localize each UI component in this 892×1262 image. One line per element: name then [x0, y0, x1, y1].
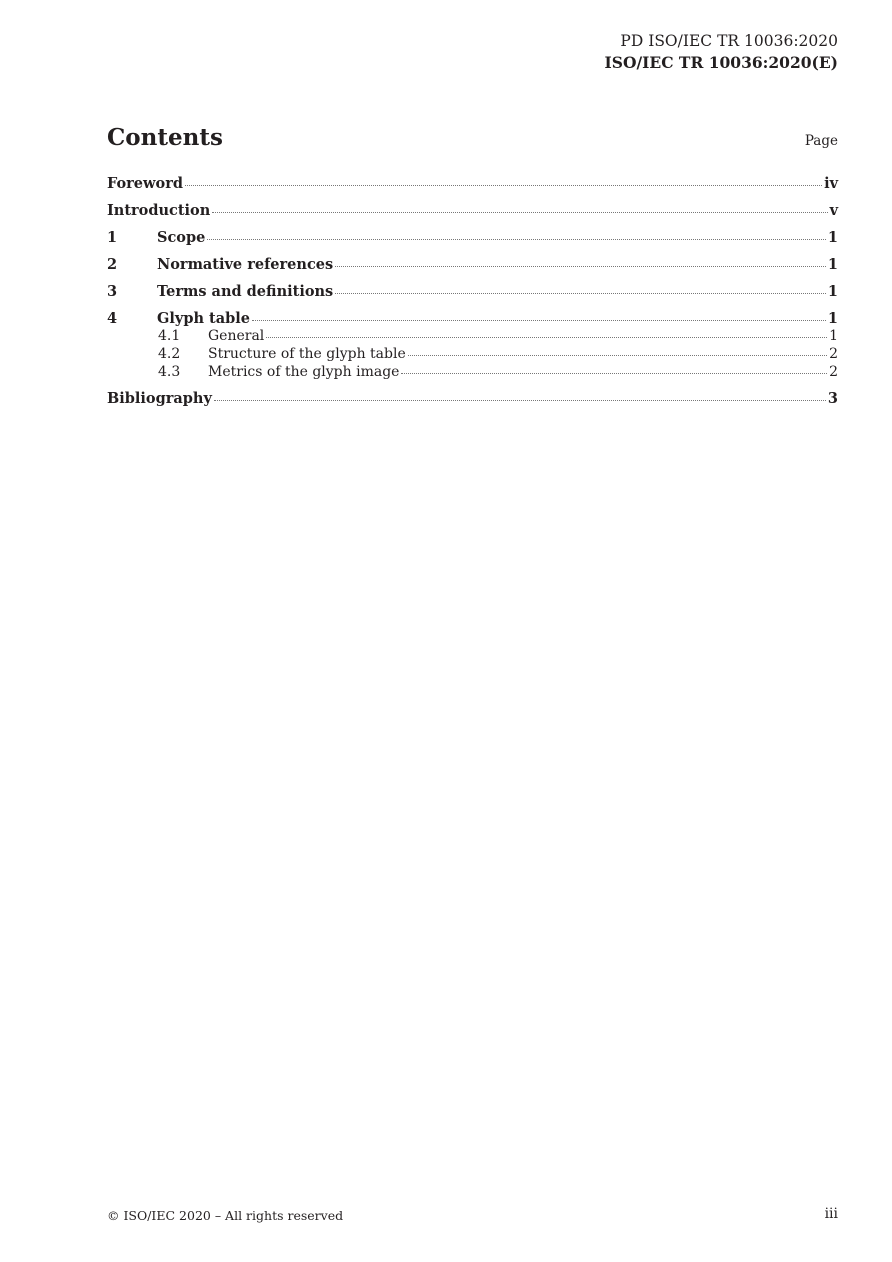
document-header: [605, 30, 838, 74]
toc-page-number: v: [829, 202, 838, 219]
contents-title-row: [107, 124, 838, 156]
toc-entry-normative-references[interactable]: [107, 255, 838, 275]
toc-number: 3: [107, 283, 118, 300]
toc-entry-scope[interactable]: [107, 228, 838, 248]
dot-leader: [207, 238, 826, 240]
toc-number: 4: [107, 310, 118, 327]
page-column-label: Page: [804, 133, 838, 149]
toc-number: 2: [107, 256, 118, 273]
header-pd-reference: PD ISO/IEC TR 10036:2020: [620, 32, 838, 50]
dot-leader: [335, 265, 826, 267]
toc-entry-glyph-table[interactable]: [107, 309, 838, 329]
toc-page-number: 2: [829, 364, 838, 380]
toc-number: 4.2: [158, 346, 181, 362]
toc-label: Terms and definitions: [157, 283, 334, 300]
dot-leader: [266, 336, 827, 338]
table-of-contents: [107, 174, 838, 416]
toc-label: Glyph table: [157, 310, 251, 327]
toc-label: Foreword: [107, 175, 183, 192]
contents-title: Contents: [107, 124, 223, 151]
toc-number: 4.1: [158, 328, 181, 344]
copyright-notice: © ISO/IEC 2020 – All rights reserved: [107, 1208, 344, 1223]
dot-leader: [335, 292, 826, 294]
toc-entry-structure-of-the-glyph-table[interactable]: [107, 345, 838, 363]
toc-page-number: 2: [829, 346, 838, 362]
toc-label: General: [208, 328, 265, 344]
toc-page-number: iv: [824, 175, 838, 192]
header-iso-reference: ISO/IEC TR 10036:2020(E): [604, 53, 838, 72]
toc-page-number: 3: [827, 390, 838, 407]
toc-page-number: 1: [827, 256, 838, 273]
dot-leader: [408, 354, 827, 356]
toc-number: 1: [107, 229, 118, 246]
toc-number: 4.3: [158, 364, 181, 380]
toc-entry-introduction[interactable]: [107, 201, 838, 221]
toc-label: Introduction: [107, 202, 211, 219]
toc-label: Scope: [157, 229, 206, 246]
document-footer: [107, 1206, 838, 1226]
toc-entry-general[interactable]: [107, 327, 838, 345]
toc-page-number: 1: [827, 310, 838, 327]
dot-leader: [401, 372, 827, 374]
toc-page-number: 1: [829, 328, 838, 344]
toc-entry-terms-and-definitions[interactable]: [107, 282, 838, 302]
toc-page-number: 1: [827, 283, 838, 300]
toc-label: Bibliography: [107, 390, 212, 407]
toc-label: Normative references: [157, 256, 334, 273]
toc-label: Metrics of the glyph image: [208, 364, 400, 380]
toc-entry-bibliography[interactable]: [107, 389, 838, 409]
toc-label: Structure of the glyph table: [208, 346, 406, 362]
toc-entry-metrics-of-the-glyph-image[interactable]: [107, 363, 838, 381]
footer-page-number: iii: [824, 1206, 838, 1222]
dot-leader: [252, 319, 826, 321]
dot-leader: [214, 399, 826, 401]
dot-leader: [212, 211, 827, 213]
toc-page-number: 1: [827, 229, 838, 246]
dot-leader: [185, 184, 822, 186]
toc-entry-foreword[interactable]: [107, 174, 838, 194]
